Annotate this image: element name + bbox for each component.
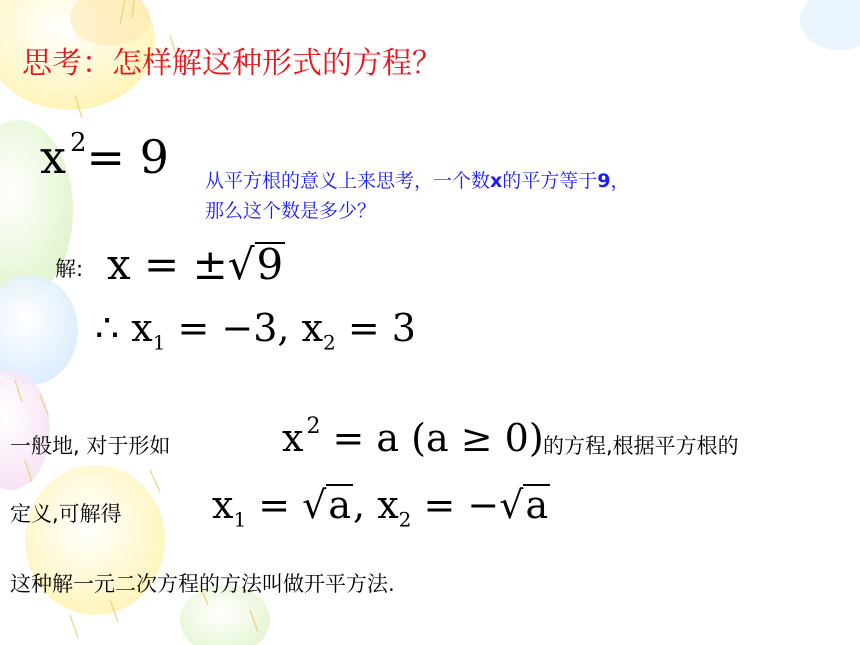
general-sol-sub1: 1 — [233, 507, 247, 532]
hint-line-1 — [205, 166, 630, 196]
general-eq-exp: 2 — [306, 414, 321, 439]
general-sol-sub2: 2 — [398, 507, 412, 532]
general-eq-rest: = a (a ≥ 0) — [320, 416, 544, 460]
hint-var: x — [490, 170, 503, 192]
roots-mid: = −3, x — [165, 306, 324, 350]
general-line2-intro: 定义,可解得 — [10, 502, 122, 526]
roots-sub2: 2 — [323, 330, 336, 355]
eq1-exponent: 2 — [69, 128, 87, 158]
general-equation — [282, 414, 544, 460]
general-sol-eq2: = − — [411, 483, 500, 527]
eq1-rhs: = 9 — [86, 130, 169, 184]
general-eq-base: x — [282, 416, 304, 460]
hint-value: 9 — [597, 170, 611, 192]
page-title: 思考：怎样解这种形式的方程？ — [22, 46, 442, 81]
general-sol-eq1: = — [246, 483, 303, 527]
roots-sub1: 1 — [152, 330, 166, 355]
solution-label: 解: — [55, 257, 84, 281]
equation-x-squared-equals-9 — [40, 128, 169, 184]
solution-equation — [107, 240, 285, 289]
sqrt-sign: √ — [499, 483, 524, 527]
roots-end: = 3 — [335, 306, 416, 350]
solution-radicand: 9 — [256, 240, 284, 289]
general-sol-rad1: a — [328, 483, 352, 527]
eq1-base: x — [40, 130, 66, 184]
sqrt-sign: √ — [227, 240, 255, 289]
general-intro: 一般地, 对于形如 — [10, 434, 171, 458]
roots-therefore: ∴ x — [95, 306, 153, 350]
general-solution — [212, 483, 550, 532]
sqrt-sign: √ — [302, 483, 327, 527]
general-after: 的方程,根据平方根的 — [543, 434, 739, 458]
general-sol-x: x — [212, 483, 234, 527]
conclusion-text: 这种解一元二次方程的方法叫做开平方法. — [10, 572, 395, 596]
hint-text-1: 从平方根的意义上来思考，一个数 — [205, 170, 491, 192]
hint-line-2: 那么这个数是多少？ — [205, 200, 377, 222]
hint-text-3: ， — [610, 170, 630, 192]
solution-lhs: x = ± — [107, 240, 228, 289]
general-sol-mid: , x — [353, 483, 399, 527]
solution-roots — [95, 306, 416, 355]
hint-text-2: 的平方等于 — [502, 170, 598, 192]
hint-note — [205, 166, 630, 226]
general-sol-rad2: a — [525, 483, 549, 527]
